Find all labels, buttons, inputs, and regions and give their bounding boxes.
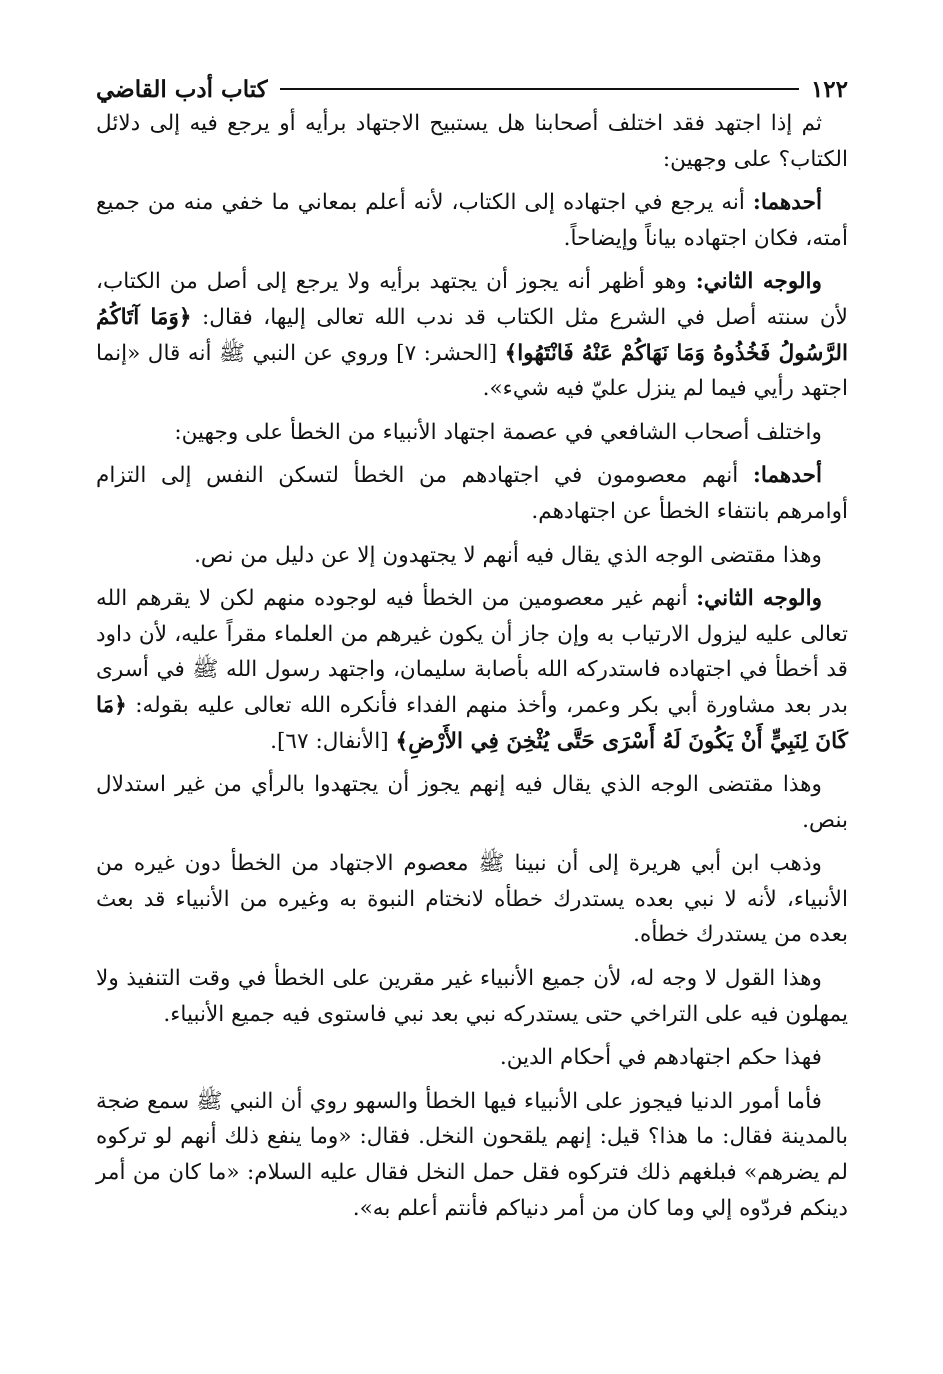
book-title: كتاب أدب القاضي [96, 75, 268, 103]
paragraph [96, 1084, 848, 1226]
paragraph [96, 106, 848, 177]
paragraph [96, 581, 848, 759]
paragraph-text: وذهب ابن أبي هريرة إلى أن نبينا ﷺ معصوم الاجتهاد من الخطأ دون غيره من الأنبياء، لأنه لا نبي بعده يستدرك خطأه لانختام النبوة به وغيره من الأنبياء قد بعث بعده من يستدرك خطأه. [96, 851, 848, 948]
paragraph-lead: أحدهما: [752, 190, 822, 216]
paragraph-text: وهذا مقتضى الوجه الذي يقال فيه أنهم لا يجتهدون إلا عن دليل من نص. [194, 542, 822, 568]
paragraph-lead: والوجه الثاني: [696, 586, 822, 612]
quran-verse: ﴿مَا كَانَ لِنَبِيٍّ أَنْ يَكُونَ لَهُ أَسْرَى حَتَّى يُثْخِنَ فِي الأَرْضِ﴾ [96, 692, 848, 754]
book-page [96, 72, 848, 1312]
paragraph [96, 767, 848, 838]
paragraph [96, 538, 848, 574]
paragraph-text: فأما أمور الدنيا فيجوز على الأنبياء فيها الخطأ والسهو روي أن النبي ﷺ سمع ضجة بالمدينة فقال: ما هذا؟ قيل: إنهم يلقحون النخل. فقال: «وما ينفع ذلك أنهم لو تركوه لم يضرهم» فبلغهم ذلك فتركوه فقل حمل النخل فقال عليه السلام: «ما كان من أمر دينكم فردّوه إلي وما كان من أمر دنياكم فأنتم أعلم به». [96, 1088, 848, 1221]
running-header [96, 72, 848, 106]
paragraph [96, 1040, 848, 1076]
paragraph-text: فهذا حكم اجتهادهم في أحكام الدين. [499, 1045, 822, 1071]
paragraph [96, 185, 848, 256]
paragraph-text: واختلف أصحاب الشافعي في عصمة اجتهاد الأنبياء من الخطأ على وجهين: [174, 419, 822, 445]
paragraph [96, 961, 848, 1032]
paragraph-text: وهذا مقتضى الوجه الذي يقال فيه إنهم يجوز أن يجتهدوا بالرأي من غير استدلال بنص. [96, 772, 848, 833]
paragraph-text: ثم إذا اجتهد فقد اختلف أصحابنا هل يستبيح الاجتهاد برأيه أو يرجع فيه إلى دلائل الكتاب؟ على وجهين: [96, 111, 848, 172]
paragraph [96, 458, 848, 529]
page-number: ١٢٢ [810, 75, 848, 103]
paragraph [96, 846, 848, 953]
header-rule [280, 88, 799, 90]
paragraph-text: وهذا القول لا وجه له، لأن جميع الأنبياء غير مقرين على الخطأ في وقت التنفيذ ولا يمهلون فيه على التراخي حتى يستدركه نبي بعد نبي فاستوى فيه جميع الأنبياء. [96, 966, 848, 1027]
paragraph-tail: [الأنفال: ٦٧]. [270, 728, 396, 754]
paragraph [96, 415, 848, 451]
body-text [96, 106, 848, 1226]
paragraph [96, 264, 848, 406]
paragraph-text: أنه يرجع في اجتهاده إلى الكتاب، لأنه أعلم بمعاني ما خفي منه من جميع أمته، فكان اجتهاده بياناً وإيضاحاً. [96, 190, 848, 251]
paragraph-tail: [الحشر: ٧] وروي عن النبي ﷺ أنه قال «إنما اجتهد رأيي فيما لم ينزل عليّ فيه شيء». [96, 340, 848, 402]
paragraph-text: وهو أظهر أنه يجوز أن يجتهد برأيه ولا يرجع إلى أصل من الكتاب، لأن سنته أصل في الشرع مثل الكتاب قد ندب الله تعالى إليها، فقال: [96, 269, 848, 330]
paragraph-text: أنهم معصومون في اجتهادهم من الخطأ لتسكن النفس إلى التزام أوامرهم بانتفاء الخطأ عن اجتهادهم. [96, 463, 848, 524]
paragraph-text: أنهم غير معصومين من الخطأ فيه لوجوده منهم لكن لا يقرهم الله تعالى عليه ليزول الارتياب به وإن جاز أن يكون غيرهم من العلماء مقراً عليه، لأن داود قد أخطأ في اجتهاده فاستدركه الله بأصابة سليمان، واجتهد رسول الله ﷺ في أسرى بدر بعد مشاورة أبي بكر وعمر، وأخذ منهم الفداء فأنكره الله تعالى عليه بقوله: [96, 586, 848, 718]
paragraph-lead: والوجه الثاني: [695, 269, 822, 295]
quran-verse: ﴿وَمَا آتَاكُمُ الرَّسُولُ فَخُذُوهُ وَمَا نَهَاكُمْ عَنْهُ فَانْتَهُوا﴾ [96, 304, 849, 366]
paragraph-lead: أحدهما: [752, 463, 822, 489]
